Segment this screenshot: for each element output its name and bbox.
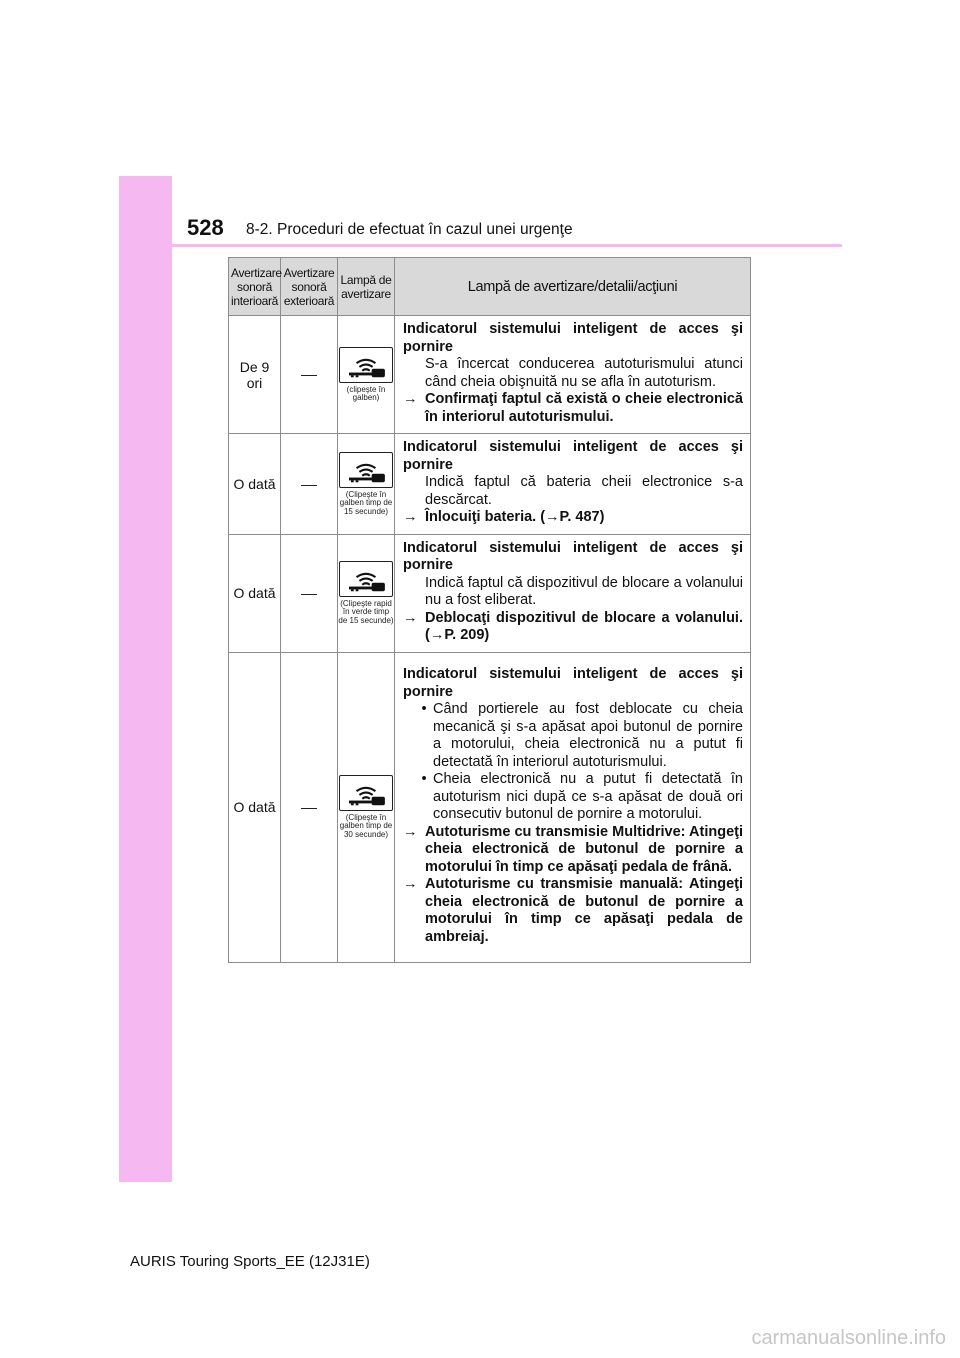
arrow-right-icon: → bbox=[403, 509, 418, 525]
exterior-buzzer-cell bbox=[281, 316, 338, 434]
detail-action bbox=[403, 876, 743, 946]
smart-key-indicator-icon bbox=[339, 452, 393, 488]
page-number: 528 bbox=[187, 215, 224, 240]
action-text: Înlocuiţi bateria. (→P. 487) bbox=[425, 509, 605, 525]
warning-lamp-cell bbox=[338, 652, 395, 962]
action-text: Autoturisme cu transmisie Multidrive: Atingeţi cheia electronică de butonul de pornire a motorului în timp ce apăsaţi pedala de frână. bbox=[425, 823, 743, 875]
section-title: 8-2. Proceduri de efectuat în cazul unei urgenţe bbox=[246, 221, 573, 238]
watermark: carmanualsonline.info bbox=[751, 1327, 946, 1349]
exterior-buzzer-cell bbox=[281, 652, 338, 962]
detail-bullet bbox=[403, 701, 743, 771]
table-row bbox=[229, 316, 751, 434]
details-cell bbox=[395, 434, 751, 535]
header-exterior-buzzer: Avertizare sonoră exterioară bbox=[281, 258, 338, 316]
dash-symbol bbox=[301, 485, 317, 486]
details-cell bbox=[395, 652, 751, 962]
detail-action bbox=[403, 509, 743, 527]
details-cell bbox=[395, 534, 751, 652]
arrow-right-icon: → bbox=[403, 609, 418, 626]
detail-text: Indică faptul că bateria cheii electronice s-a descărcat. bbox=[425, 474, 743, 508]
smart-key-indicator-icon bbox=[339, 775, 393, 811]
warning-lamp-cell bbox=[338, 534, 395, 652]
warning-table bbox=[228, 257, 751, 963]
interior-buzzer-count: De 9 ori bbox=[229, 316, 281, 434]
side-tab-band bbox=[119, 176, 172, 1182]
dash-symbol bbox=[301, 808, 317, 809]
interior-buzzer-count: O dată bbox=[229, 652, 281, 962]
detail-title: Indicatorul sistemului inteligent de acces şi pornire bbox=[403, 666, 743, 700]
lamp-caption: (Clipeşte în galben timp de 15 secunde) bbox=[339, 489, 393, 516]
table-header-row bbox=[229, 258, 751, 316]
detail-title: Indicatorul sistemului inteligent de acces şi pornire bbox=[403, 539, 743, 573]
header-details: Lampă de avertizare/detalii/acţiuni bbox=[395, 258, 751, 316]
warning-lamp-cell bbox=[338, 434, 395, 535]
exterior-buzzer-cell bbox=[281, 534, 338, 652]
detail-action bbox=[403, 824, 743, 877]
detail-action bbox=[403, 391, 743, 426]
interior-buzzer-count: O dată bbox=[229, 534, 281, 652]
dash-symbol bbox=[301, 594, 317, 595]
detail-action bbox=[403, 610, 743, 645]
lamp-caption: (Clipeşte rapid în verde timp de 15 secunde) bbox=[338, 598, 394, 625]
arrow-right-icon: → bbox=[403, 876, 418, 892]
details-cell bbox=[395, 316, 751, 434]
action-text: Confirmaţi faptul că există o cheie electronică în interiorul autoturismului. bbox=[425, 391, 743, 425]
footer-model-code: AURIS Touring Sports_EE (12J31E) bbox=[130, 1253, 370, 1270]
action-text: Autoturisme cu transmisie manuală: Atingeţi cheia electronică de butonul de pornire a motorului în timp ce apăsaţi pedala de ambreiaj. bbox=[425, 876, 743, 945]
bullet-text: Cheia electronică nu a putut fi detectată în autoturism nici după ce s-a apăsat de două ori consecutiv butonul de pornire a motorului. bbox=[433, 771, 743, 822]
table-row bbox=[229, 534, 751, 652]
arrow-right-icon: → bbox=[403, 823, 418, 840]
smart-key-indicator-icon bbox=[339, 347, 393, 383]
exterior-buzzer-cell bbox=[281, 434, 338, 535]
lamp-caption: (Clipeşte în galben timp de 30 secunde) bbox=[339, 812, 393, 839]
warning-lamp-cell bbox=[338, 316, 395, 434]
lamp-caption: (clipeşte în galben) bbox=[346, 384, 386, 402]
action-text: Deblocaţi dispozitivul de blocare a volanului. (→P. 209) bbox=[425, 609, 743, 643]
table-row bbox=[229, 434, 751, 535]
header-warning-lamp: Lampă de avertizare bbox=[338, 258, 395, 316]
bullet-dot: • bbox=[421, 771, 427, 787]
detail-text: Indică faptul că dispozitivul de blocare a volanului nu a fost eliberat. bbox=[425, 574, 743, 608]
header-interior-buzzer: Avertizare sonoră interioară bbox=[229, 258, 281, 316]
detail-bullet bbox=[403, 771, 743, 824]
detail-text: S-a încercat conducerea autoturismului atunci când cheia obişnuită nu se afla în autoturism. bbox=[425, 356, 743, 390]
arrow-right-icon: → bbox=[403, 391, 418, 407]
bullet-dot: • bbox=[421, 701, 427, 717]
interior-buzzer-count: O dată bbox=[229, 434, 281, 535]
bullet-text: Când portierele au fost deblocate cu cheia mecanică şi s-a apăsat apoi butonul de pornire a motorului, cheia electronică nu a putut fi detectată în interiorul autoturismului. bbox=[433, 701, 743, 770]
table-row bbox=[229, 652, 751, 962]
smart-key-indicator-icon bbox=[339, 561, 393, 597]
header-rule bbox=[172, 244, 842, 247]
detail-title: Indicatorul sistemului inteligent de acces şi pornire bbox=[403, 439, 743, 473]
detail-title: Indicatorul sistemului inteligent de acces şi pornire bbox=[403, 321, 743, 355]
dash-symbol bbox=[301, 375, 317, 376]
